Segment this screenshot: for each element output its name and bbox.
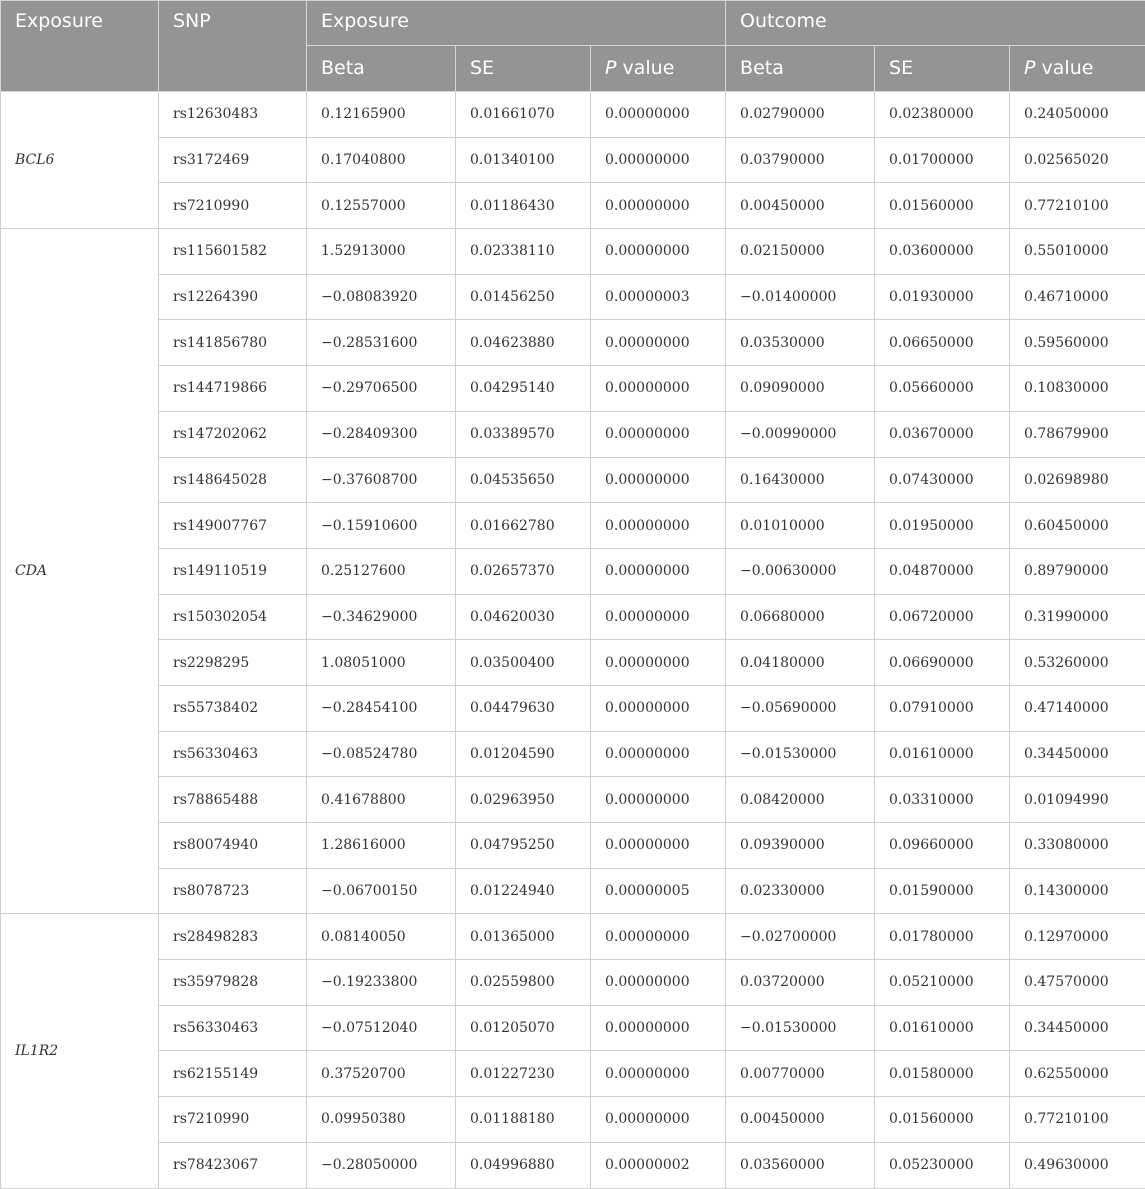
exposure-beta-cell: 0.09950380	[307, 1097, 456, 1143]
exposure-p-value-cell: 0.00000000	[591, 229, 726, 275]
exposure-se-cell: 0.01227230	[456, 1051, 591, 1097]
exposure-beta-cell: −0.19233800	[307, 960, 456, 1006]
outcome-beta-cell: −0.00630000	[726, 548, 875, 594]
snp-cell: rs35979828	[159, 960, 307, 1006]
outcome-beta-cell: 0.02330000	[726, 868, 875, 914]
snp-cell: rs144719866	[159, 366, 307, 412]
exposure-se-cell: 0.01224940	[456, 868, 591, 914]
exposure-beta-cell: 0.12557000	[307, 183, 456, 229]
snp-cell: rs7210990	[159, 1097, 307, 1143]
snp-cell: rs150302054	[159, 594, 307, 640]
exposure-se-cell: 0.04535650	[456, 457, 591, 503]
exposure-p-value-cell: 0.00000000	[591, 183, 726, 229]
snp-cell: rs80074940	[159, 823, 307, 869]
snp-cell: rs141856780	[159, 320, 307, 366]
outcome-p-value-cell: 0.33080000	[1010, 823, 1145, 869]
snp-cell: rs7210990	[159, 183, 307, 229]
header-exposure-se: SE	[456, 46, 591, 92]
outcome-beta-cell: 0.09390000	[726, 823, 875, 869]
outcome-p-value-cell: 0.53260000	[1010, 640, 1145, 686]
exposure-p-value-cell: 0.00000000	[591, 548, 726, 594]
exposure-se-cell: 0.03389570	[456, 411, 591, 457]
table-row	[1, 229, 1145, 275]
outcome-beta-cell: 0.01010000	[726, 503, 875, 549]
table-row	[1, 1005, 1145, 1051]
snp-cell: rs78423067	[159, 1142, 307, 1188]
outcome-se-cell: 0.04870000	[875, 548, 1010, 594]
header-exposure-beta: Beta	[307, 46, 456, 92]
table-row	[1, 685, 1145, 731]
header-p-italic: P	[1024, 57, 1036, 79]
exposure-beta-cell: −0.08083920	[307, 274, 456, 320]
outcome-beta-cell: 0.02790000	[726, 92, 875, 138]
outcome-se-cell: 0.01780000	[875, 914, 1010, 960]
header-p-rest: value	[1035, 57, 1094, 79]
outcome-p-value-cell: 0.01094990	[1010, 777, 1145, 823]
table-row	[1, 1142, 1145, 1188]
outcome-beta-cell: 0.06680000	[726, 594, 875, 640]
exposure-p-value-cell: 0.00000000	[591, 594, 726, 640]
exposure-beta-cell: −0.29706500	[307, 366, 456, 412]
exposure-beta-cell: 0.12165900	[307, 92, 456, 138]
outcome-se-cell: 0.01930000	[875, 274, 1010, 320]
outcome-beta-cell: −0.01530000	[726, 1005, 875, 1051]
exposure-beta-cell: 0.25127600	[307, 548, 456, 594]
outcome-beta-cell: 0.03720000	[726, 960, 875, 1006]
outcome-p-value-cell: 0.34450000	[1010, 731, 1145, 777]
header-outcome-p-value	[1010, 46, 1145, 92]
exposure-beta-cell: −0.08524780	[307, 731, 456, 777]
outcome-beta-cell: 0.08420000	[726, 777, 875, 823]
outcome-p-value-cell: 0.49630000	[1010, 1142, 1145, 1188]
snp-cell: rs148645028	[159, 457, 307, 503]
outcome-beta-cell: 0.00450000	[726, 183, 875, 229]
outcome-se-cell: 0.01580000	[875, 1051, 1010, 1097]
table-row	[1, 548, 1145, 594]
exposure-beta-cell: −0.28050000	[307, 1142, 456, 1188]
outcome-p-value-cell: 0.24050000	[1010, 92, 1145, 138]
exposure-beta-cell: −0.28531600	[307, 320, 456, 366]
table-row	[1, 274, 1145, 320]
table-row	[1, 960, 1145, 1006]
outcome-beta-cell: 0.00770000	[726, 1051, 875, 1097]
table-row	[1, 92, 1145, 138]
outcome-se-cell: 0.06690000	[875, 640, 1010, 686]
table-row	[1, 411, 1145, 457]
exposure-beta-cell: 0.41678800	[307, 777, 456, 823]
table-row	[1, 868, 1145, 914]
exposure-se-cell: 0.01188180	[456, 1097, 591, 1143]
exposure-beta-cell: 1.52913000	[307, 229, 456, 275]
outcome-p-value-cell: 0.78679900	[1010, 411, 1145, 457]
exposure-se-cell: 0.04623880	[456, 320, 591, 366]
exposure-p-value-cell: 0.00000000	[591, 1051, 726, 1097]
outcome-se-cell: 0.05230000	[875, 1142, 1010, 1188]
outcome-p-value-cell: 0.62550000	[1010, 1051, 1145, 1097]
exposure-se-cell: 0.04479630	[456, 685, 591, 731]
exposure-beta-cell: −0.07512040	[307, 1005, 456, 1051]
exposure-p-value-cell: 0.00000000	[591, 914, 726, 960]
exposure-p-value-cell: 0.00000000	[591, 457, 726, 503]
table-header	[1, 1, 1145, 92]
outcome-se-cell: 0.03310000	[875, 777, 1010, 823]
exposure-gene-cell: CDA	[1, 229, 159, 914]
exposure-se-cell: 0.02963950	[456, 777, 591, 823]
outcome-se-cell: 0.06720000	[875, 594, 1010, 640]
exposure-p-value-cell: 0.00000000	[591, 366, 726, 412]
outcome-se-cell: 0.01590000	[875, 868, 1010, 914]
outcome-se-cell: 0.07430000	[875, 457, 1010, 503]
snp-cell: rs56330463	[159, 731, 307, 777]
exposure-beta-cell: 0.17040800	[307, 137, 456, 183]
exposure-se-cell: 0.01365000	[456, 914, 591, 960]
snp-cell: rs12630483	[159, 92, 307, 138]
exposure-se-cell: 0.02559800	[456, 960, 591, 1006]
exposure-beta-cell: −0.15910600	[307, 503, 456, 549]
outcome-p-value-cell: 0.55010000	[1010, 229, 1145, 275]
outcome-p-value-cell: 0.59560000	[1010, 320, 1145, 366]
exposure-p-value-cell: 0.00000000	[591, 685, 726, 731]
exposure-p-value-cell: 0.00000000	[591, 777, 726, 823]
outcome-p-value-cell: 0.89790000	[1010, 548, 1145, 594]
snp-cell: rs115601582	[159, 229, 307, 275]
table-row	[1, 1097, 1145, 1143]
snp-cell: rs28498283	[159, 914, 307, 960]
table-body	[1, 92, 1145, 1189]
header-outcome-group: Outcome	[726, 1, 1145, 46]
table-row	[1, 914, 1145, 960]
exposure-se-cell: 0.01661070	[456, 92, 591, 138]
table-row	[1, 731, 1145, 777]
header-exposure-p-value	[591, 46, 726, 92]
exposure-se-cell: 0.04996880	[456, 1142, 591, 1188]
table-row	[1, 366, 1145, 412]
outcome-p-value-cell: 0.60450000	[1010, 503, 1145, 549]
outcome-se-cell: 0.01610000	[875, 1005, 1010, 1051]
table-row	[1, 457, 1145, 503]
outcome-se-cell: 0.01700000	[875, 137, 1010, 183]
snp-cell: rs2298295	[159, 640, 307, 686]
header-exposure-column: Exposure	[1, 1, 159, 92]
outcome-beta-cell: 0.02150000	[726, 229, 875, 275]
exposure-beta-cell: −0.28454100	[307, 685, 456, 731]
outcome-se-cell: 0.07910000	[875, 685, 1010, 731]
exposure-p-value-cell: 0.00000000	[591, 823, 726, 869]
exposure-se-cell: 0.01662780	[456, 503, 591, 549]
table-row	[1, 640, 1145, 686]
outcome-beta-cell: 0.03530000	[726, 320, 875, 366]
exposure-se-cell: 0.04295140	[456, 366, 591, 412]
exposure-beta-cell: 0.37520700	[307, 1051, 456, 1097]
snp-cell: rs56330463	[159, 1005, 307, 1051]
outcome-beta-cell: 0.03560000	[726, 1142, 875, 1188]
outcome-beta-cell: −0.00990000	[726, 411, 875, 457]
outcome-p-value-cell: 0.14300000	[1010, 868, 1145, 914]
exposure-p-value-cell: 0.00000000	[591, 411, 726, 457]
exposure-p-value-cell: 0.00000000	[591, 640, 726, 686]
outcome-p-value-cell: 0.77210100	[1010, 183, 1145, 229]
header-p-rest: value	[616, 57, 675, 79]
exposure-se-cell: 0.04620030	[456, 594, 591, 640]
outcome-p-value-cell: 0.02565020	[1010, 137, 1145, 183]
snp-cell: rs55738402	[159, 685, 307, 731]
outcome-p-value-cell: 0.47570000	[1010, 960, 1145, 1006]
header-outcome-se: SE	[875, 46, 1010, 92]
snp-cell: rs12264390	[159, 274, 307, 320]
outcome-beta-cell: −0.01530000	[726, 731, 875, 777]
table-row	[1, 823, 1145, 869]
exposure-se-cell: 0.02657370	[456, 548, 591, 594]
exposure-beta-cell: 0.08140050	[307, 914, 456, 960]
outcome-p-value-cell: 0.10830000	[1010, 366, 1145, 412]
exposure-se-cell: 0.01204590	[456, 731, 591, 777]
outcome-se-cell: 0.03670000	[875, 411, 1010, 457]
exposure-beta-cell: −0.06700150	[307, 868, 456, 914]
outcome-se-cell: 0.06650000	[875, 320, 1010, 366]
exposure-p-value-cell: 0.00000000	[591, 731, 726, 777]
exposure-p-value-cell: 0.00000000	[591, 1005, 726, 1051]
outcome-beta-cell: −0.02700000	[726, 914, 875, 960]
outcome-se-cell: 0.05210000	[875, 960, 1010, 1006]
outcome-se-cell: 0.02380000	[875, 92, 1010, 138]
outcome-p-value-cell: 0.02698980	[1010, 457, 1145, 503]
snp-cell: rs149007767	[159, 503, 307, 549]
outcome-p-value-cell: 0.31990000	[1010, 594, 1145, 640]
header-p-italic: P	[605, 57, 617, 79]
snp-cell: rs8078723	[159, 868, 307, 914]
exposure-p-value-cell: 0.00000000	[591, 92, 726, 138]
exposure-beta-cell: 1.08051000	[307, 640, 456, 686]
outcome-p-value-cell: 0.77210100	[1010, 1097, 1145, 1143]
exposure-p-value-cell: 0.00000002	[591, 1142, 726, 1188]
outcome-se-cell: 0.01560000	[875, 1097, 1010, 1143]
exposure-p-value-cell: 0.00000000	[591, 960, 726, 1006]
exposure-se-cell: 0.01186430	[456, 183, 591, 229]
outcome-p-value-cell: 0.47140000	[1010, 685, 1145, 731]
exposure-se-cell: 0.01456250	[456, 274, 591, 320]
outcome-se-cell: 0.09660000	[875, 823, 1010, 869]
exposure-se-cell: 0.02338110	[456, 229, 591, 275]
table-row	[1, 777, 1145, 823]
exposure-se-cell: 0.04795250	[456, 823, 591, 869]
exposure-beta-cell: −0.34629000	[307, 594, 456, 640]
exposure-beta-cell: −0.28409300	[307, 411, 456, 457]
exposure-p-value-cell: 0.00000000	[591, 320, 726, 366]
snp-cell: rs78865488	[159, 777, 307, 823]
header-exposure-group: Exposure	[307, 1, 726, 46]
outcome-p-value-cell: 0.12970000	[1010, 914, 1145, 960]
outcome-beta-cell: 0.16430000	[726, 457, 875, 503]
exposure-se-cell: 0.03500400	[456, 640, 591, 686]
table-row	[1, 1051, 1145, 1097]
outcome-se-cell: 0.01950000	[875, 503, 1010, 549]
outcome-se-cell: 0.01610000	[875, 731, 1010, 777]
exposure-p-value-cell: 0.00000000	[591, 1097, 726, 1143]
table-row	[1, 503, 1145, 549]
outcome-beta-cell: 0.03790000	[726, 137, 875, 183]
header-snp-column: SNP	[159, 1, 307, 92]
exposure-se-cell: 0.01340100	[456, 137, 591, 183]
exposure-beta-cell: −0.37608700	[307, 457, 456, 503]
outcome-beta-cell: 0.00450000	[726, 1097, 875, 1143]
outcome-se-cell: 0.01560000	[875, 183, 1010, 229]
exposure-gene-cell: IL1R2	[1, 914, 159, 1188]
exposure-gene-cell: BCL6	[1, 92, 159, 229]
outcome-p-value-cell: 0.34450000	[1010, 1005, 1145, 1051]
header-outcome-beta: Beta	[726, 46, 875, 92]
exposure-p-value-cell: 0.00000005	[591, 868, 726, 914]
outcome-se-cell: 0.05660000	[875, 366, 1010, 412]
outcome-se-cell: 0.03600000	[875, 229, 1010, 275]
exposure-p-value-cell: 0.00000000	[591, 137, 726, 183]
outcome-p-value-cell: 0.46710000	[1010, 274, 1145, 320]
snp-cell: rs147202062	[159, 411, 307, 457]
table-row	[1, 594, 1145, 640]
exposure-p-value-cell: 0.00000003	[591, 274, 726, 320]
snp-cell: rs3172469	[159, 137, 307, 183]
exposure-beta-cell: 1.28616000	[307, 823, 456, 869]
outcome-beta-cell: 0.04180000	[726, 640, 875, 686]
table-row	[1, 320, 1145, 366]
outcome-beta-cell: 0.09090000	[726, 366, 875, 412]
table-row	[1, 183, 1145, 229]
exposure-se-cell: 0.01205070	[456, 1005, 591, 1051]
snp-cell: rs149110519	[159, 548, 307, 594]
exposure-p-value-cell: 0.00000000	[591, 503, 726, 549]
outcome-beta-cell: −0.01400000	[726, 274, 875, 320]
snp-cell: rs62155149	[159, 1051, 307, 1097]
outcome-beta-cell: −0.05690000	[726, 685, 875, 731]
table-row	[1, 137, 1145, 183]
